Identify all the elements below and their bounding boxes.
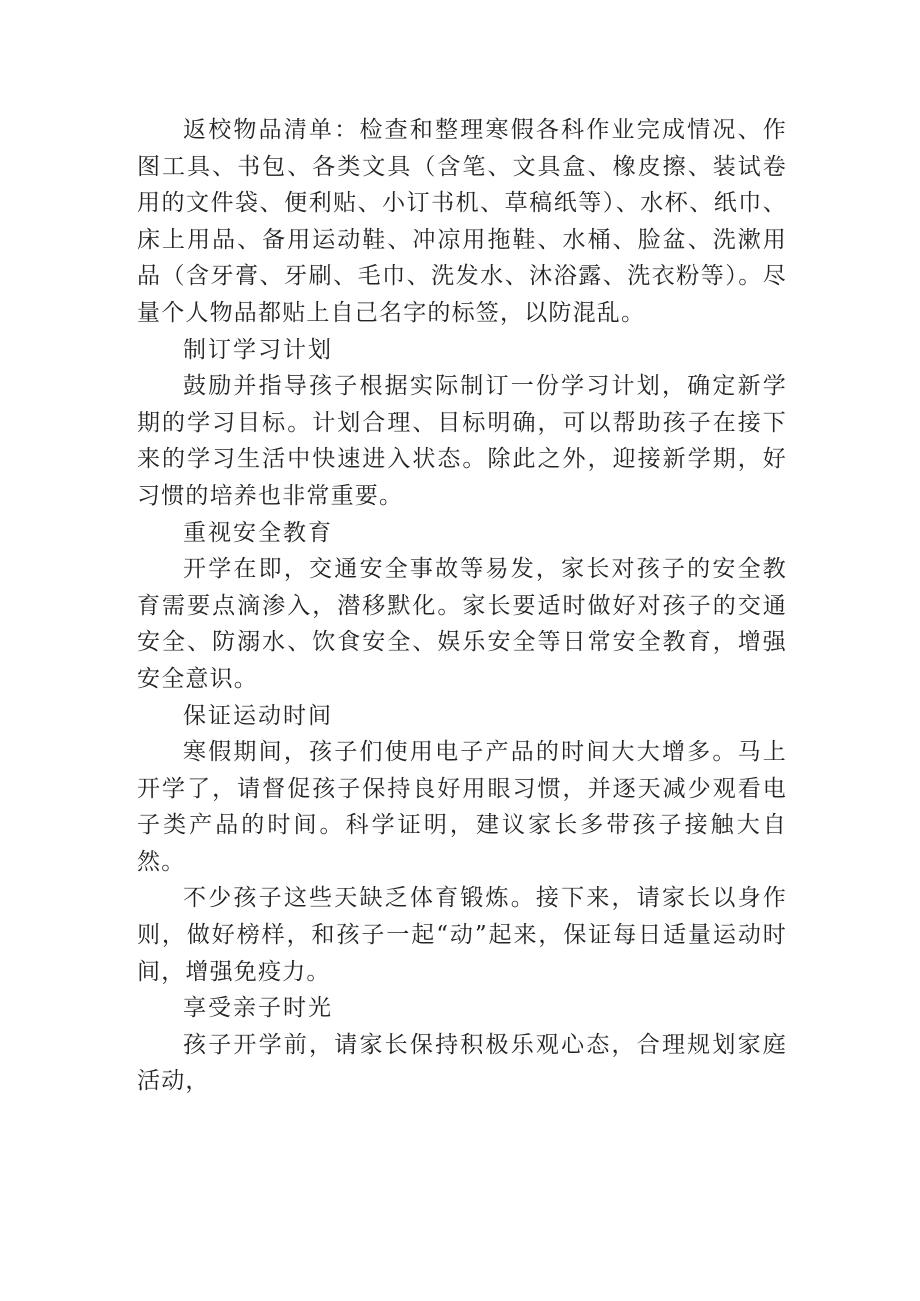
heading-study-plan: 制订学习计划 xyxy=(183,336,333,363)
paragraph-screen-time: 寒假期间，孩子们使用电子产品的时间大大增多。马上开学了，请督促孩子保持良好用眼习惯，并逐天减少观看电子类产品的时间。科学证明，建议家长多带孩子接触大自然。 xyxy=(137,739,787,875)
heading-exercise-time: 保证运动时间 xyxy=(183,702,333,729)
document-body xyxy=(137,112,787,1100)
heading-safety-education: 重视安全教育 xyxy=(183,519,333,546)
paragraph-study-plan: 鼓励并指导孩子根据实际制订一份学习计划，确定新学期的学习目标。计划合理、目标明确，可以帮助孩子在接下来的学习生活中快速进入状态。除此之外，迎接新学期，好习惯的培养也非常重要。 xyxy=(137,373,787,509)
paragraph-exercise: 不少孩子这些天缺乏体育锻炼。接下来，请家长以身作则，做好榜样，和孩子一起“动”起来，保证每日适量运动时间，增强免疫力。 xyxy=(137,885,787,985)
heading-family-time: 享受亲子时光 xyxy=(183,995,333,1022)
paragraph-return-items: 返校物品清单：检查和整理寒假各科作业完成情况、作图工具、书包、各类文具（含笔、文具盒、橡皮擦、装试卷用的文件袋、便利贴、小订书机、草稿纸等）、水杯、纸巾、床上用品、备用运动鞋、冲凉用拖鞋、水桶、脸盆、洗漱用品（含牙膏、牙刷、毛巾、洗发水、沐浴露、洗衣粉等）。尽量个人物品都贴上自己名字的标签，以防混乱。 xyxy=(137,117,787,326)
paragraph-family-time: 孩子开学前，请家长保持积极乐观心态，合理规划家庭活动， xyxy=(137,1031,787,1095)
paragraph-safety-education: 开学在即，交通安全事故等易发，家长对孩子的安全教育需要点滴渗入，潜移默化。家长要适时做好对孩子的交通安全、防溺水、饮食安全、娱乐安全等日常安全教育，增强安全意识。 xyxy=(137,556,787,692)
